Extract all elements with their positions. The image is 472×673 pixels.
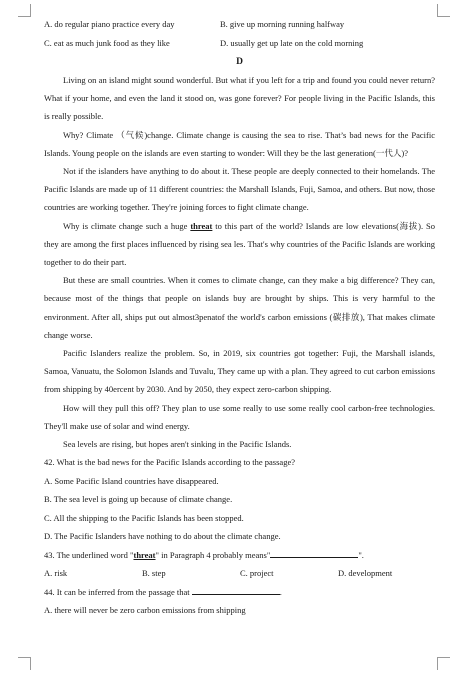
answer-blank-44 [192,583,280,595]
question-44-stem [44,583,435,602]
previous-question-options-row-2 [44,34,435,53]
corner-mark-top-right [437,4,450,17]
option-d: D. usually get up late on the cold morning [220,38,364,48]
question-43-option-d: D. development [338,568,393,579]
paragraph-4-text-end: to this part of the world? Islands are low elevations(海拔). So they are among the first places influenced by rising sea les. That's why countries of the Pacific Islands are working together to do their part. [44,220,435,268]
option-b: B. give up morning running halfway [220,19,345,29]
passage-paragraph-4 [44,217,435,272]
option-c: C. eat as much junk food as they like [44,38,170,48]
question-44-stem-text: 44. It can be inferred from the passage that [44,586,190,597]
passage-paragraph-3: Not if the islanders have anything to do about it. These people are deeply connected to their homelands. The Pacific Islands are made up of 11 different countries: the Marshall Islands, Fuji, Samoa, and others. But now, those countries are working together. They're joining forces to fight climate change. [44,166,435,213]
passage-paragraph-2: Why? Climate （气候)change. Climate change is causing the sea to rise. That’s bad news for the Pacific Islands. Young people on the islands are even starting to wonder: Will they be the last generation(一代人)? [44,129,435,158]
corner-mark-bottom-right [437,657,450,670]
question-44-option-a: A. there will never be zero carbon emissions from shipping [44,605,246,616]
question-43-option-a: A. risk [44,568,68,579]
passage-paragraph-5: But these are small countries. When it comes to climate change, can they make a big difference? They can, because most of the things that people on islands buy are brought by ships. This is very harmful to the environment. After all, ships put out almost3penatof the world's carbon emissions (碳排放), That makes climate change worse. [44,275,435,340]
question-44-stem-end: . [279,586,282,597]
passage-paragraph-8: Sea levels are rising, but hopes aren't sinking in the Pacific Islands. [63,439,292,450]
question-43-underlined-word: threat [133,549,156,560]
passage-heading: D [236,57,243,67]
question-43-stem-start: 43. The underlined word " [44,549,134,560]
corner-mark-top-left [18,4,31,17]
answer-blank-43 [270,546,358,558]
corner-mark-bottom-left [18,657,31,670]
question-43-stem-middle: " in Paragraph 4 probably means" [155,549,271,560]
question-42-option-d: D. The Pacific Islanders have nothing to do about the climate change. [44,531,281,542]
question-42-option-a: A. Some Pacific Island countries have disappeared. [44,475,219,486]
passage-paragraph-6: Pacific Islanders realize the problem. So, in 2019, six countries got together: Fuji, the Marshall islands, Samoa, Vanuatu, the Solomon Islands and Tuvalu, They came up with a plan. They agreed to cut carbon emissions from shipping by 40ercent by 2030. And by 2050, they expect zero-carbon shipping. [44,348,435,395]
question-42-option-b: B. The sea level is going up because of climate change. [44,494,233,505]
option-a: A. do regular piano practice every day [44,19,175,29]
question-43-options [44,564,435,583]
question-42-stem: 42. What is the bad news for the Pacific Islands according to the passage? [44,457,295,468]
passage-paragraph-1: Living on an island might sound wonderful. But what if you left for a trip and found you could never return? What if your home, and even the land it stood on, was gone forever? For people living in the Pacific Islands, this is really possible. [44,75,435,122]
underlined-word-threat: threat [190,220,213,231]
paragraph-4-text-start: Why is climate change such a huge [63,220,191,231]
question-43-stem [44,546,435,565]
question-43-stem-end: ". [358,549,364,560]
question-43-option-c: C. project [240,568,274,579]
previous-question-options-row-1 [44,15,435,34]
question-43-option-b: B. step [142,568,166,579]
document-page [44,15,435,620]
passage-paragraph-7: How will they pull this off? They plan to use some really to use some really cool carbon-free technologies. They'll make use of solar and wind energy. [44,402,435,431]
question-42-option-c: C. All the shipping to the Pacific Islands has been stopped. [44,512,244,523]
